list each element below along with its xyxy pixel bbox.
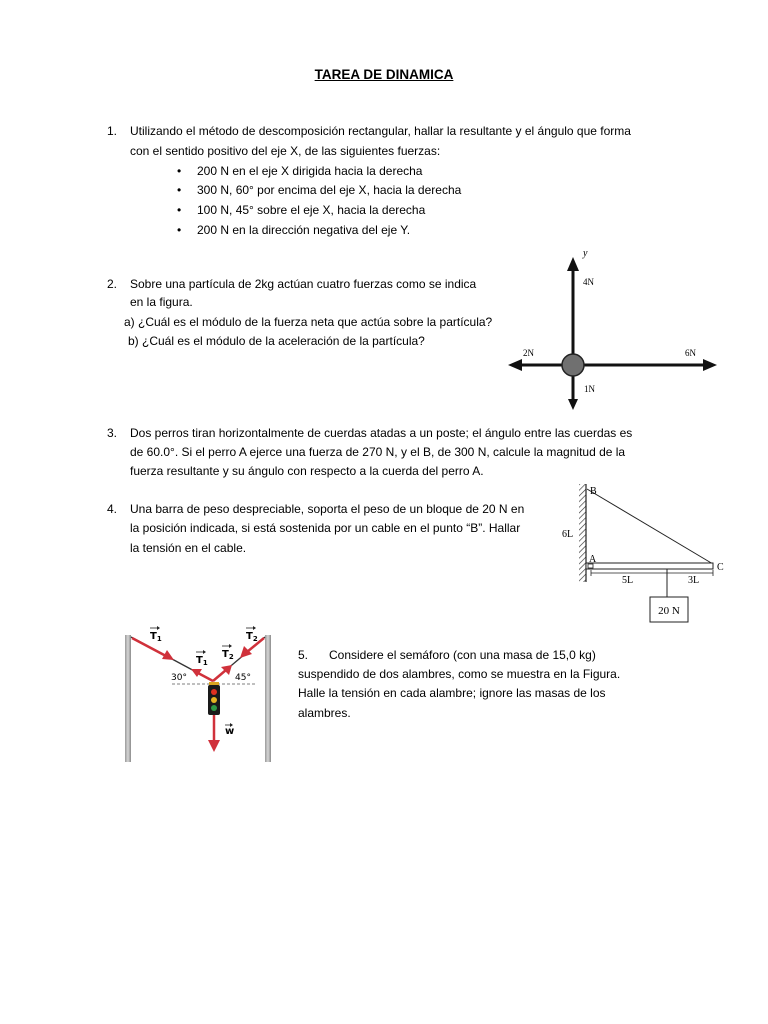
- right-pole: [265, 635, 271, 762]
- force-label-up: 4N: [583, 277, 594, 287]
- left-pole: [125, 635, 131, 762]
- height-label: 6L: [562, 529, 574, 540]
- problem-text-line: la tensión en el cable.: [130, 541, 247, 555]
- problem-text-line: en la figura.: [130, 295, 193, 309]
- problem-text-line: de 60.0°. Si el perro A ejerce una fuerza de 270 N, y el B, de 300 N, calcule la magnitud de la: [130, 445, 626, 459]
- tension-1-label: [196, 655, 208, 667]
- traffic-light-diagram: [120, 618, 278, 766]
- vector-arrow-icon: [229, 644, 232, 648]
- bullet-item: • 200 N en la dirección negativa del eje Y.: [197, 223, 410, 238]
- tension-subscript: 1: [202, 659, 208, 667]
- vector-arrow-icon: [157, 626, 160, 630]
- weight-label: w: [225, 726, 235, 737]
- particle: [562, 354, 584, 376]
- problem-text-line: Halle la tensión en cada alambre; ignore las masas de los: [298, 686, 606, 700]
- arrow-left-icon: [508, 359, 522, 371]
- segment-label: 5L: [622, 575, 634, 586]
- force-diagram: [505, 244, 720, 412]
- bullet-item: • 300 N, 60° por encima del eje X, hacia la derecha: [197, 183, 461, 198]
- problem-text-line: la posición indicada, si está sostenida por un cable en el punto “B”. Hallar: [130, 521, 521, 535]
- force-label-left: 2N: [523, 348, 534, 358]
- segment-label: 3L: [688, 575, 700, 586]
- problem-number: 5.: [298, 648, 309, 662]
- problem-subitem: b) ¿Cuál es el módulo de la aceleración de la partícula?: [128, 334, 425, 348]
- vector-arrow-icon: [253, 626, 256, 630]
- y-axis-label: y: [583, 248, 588, 259]
- problem-text-line: Dos perros tiran horizontalmente de cuerdas atadas a un poste; el ángulo entre las cuerdas es: [130, 426, 633, 440]
- bar-cable-diagram: [555, 480, 730, 628]
- arrowhead-icon: [208, 740, 220, 752]
- cable: [587, 489, 713, 564]
- tension-2-vector-arrow: [213, 670, 226, 681]
- tension-subscript: 2: [252, 635, 258, 643]
- force-label-down: 1N: [584, 384, 595, 394]
- tension-symbol: T: [150, 631, 157, 642]
- page-title: TAREA DE DINAMICA: [314, 67, 454, 82]
- bullet-item: • 200 N en el eje X dirigida hacia la derecha: [197, 164, 422, 179]
- yellow-light: [211, 697, 217, 703]
- tension-subscript: 2: [228, 653, 234, 661]
- problem-number: 4.: [107, 502, 118, 516]
- tension-1-vector-arrow: [198, 673, 213, 681]
- problem-number: 3.: [107, 426, 118, 440]
- vector-arrow-icon: [203, 650, 206, 654]
- problem-text-line: Utilizando el método de descomposición rectangular, hallar la resultante y el ángulo que forma: [130, 124, 631, 138]
- angle-left-label: 30°: [171, 673, 187, 683]
- problem-text-line: con el sentido positivo del eje X, de las siguientes fuerzas:: [130, 144, 441, 158]
- tension-subscript: 1: [156, 635, 162, 643]
- problem-text-line: Considere el semáforo (con una masa de 15,0 kg): [329, 648, 596, 662]
- bar: [586, 563, 713, 569]
- problem-text-line: suspendido de dos alambres, como se muestra en la Figura.: [298, 667, 621, 681]
- tension-2-label: [246, 631, 258, 643]
- green-light: [211, 705, 217, 711]
- tension-2-label: [222, 649, 234, 661]
- point-b-label: B: [590, 486, 597, 497]
- force-label-right: 6N: [685, 348, 696, 358]
- point-a-label: A: [589, 554, 597, 565]
- wall-hatching: [579, 484, 586, 582]
- angle-right-label: 45°: [235, 673, 251, 683]
- red-light: [211, 689, 217, 695]
- problem-text-line: Una barra de peso despreciable, soporta el peso de un bloque de 20 N en: [130, 502, 525, 516]
- problem-subitem: a) ¿Cuál es el módulo de la fuerza neta que actúa sobre la partícula?: [124, 315, 493, 329]
- tension-symbol: T: [222, 649, 229, 660]
- block-label: 20 N: [658, 605, 680, 617]
- tension-1-label: [150, 631, 162, 643]
- problem-number: 2.: [107, 277, 118, 291]
- problem-text-line: fuerza resultante y su ángulo con respecto a la cuerda del perro A.: [130, 464, 484, 478]
- problem-number: 1.: [107, 124, 118, 138]
- point-c-label: C: [717, 562, 724, 573]
- problem-text-line: Sobre una partícula de 2kg actúan cuatro fuerzas como se indica: [130, 277, 477, 291]
- tension-symbol: T: [246, 631, 253, 642]
- arrow-right-icon: [703, 359, 717, 371]
- problem-text-line: alambres.: [298, 706, 351, 720]
- arrow-up-icon: [567, 257, 579, 271]
- tension-symbol: T: [196, 655, 203, 666]
- arrow-down-icon: [568, 399, 578, 410]
- bullet-item: • 100 N, 45° sobre el eje X, hacia la derecha: [197, 203, 425, 218]
